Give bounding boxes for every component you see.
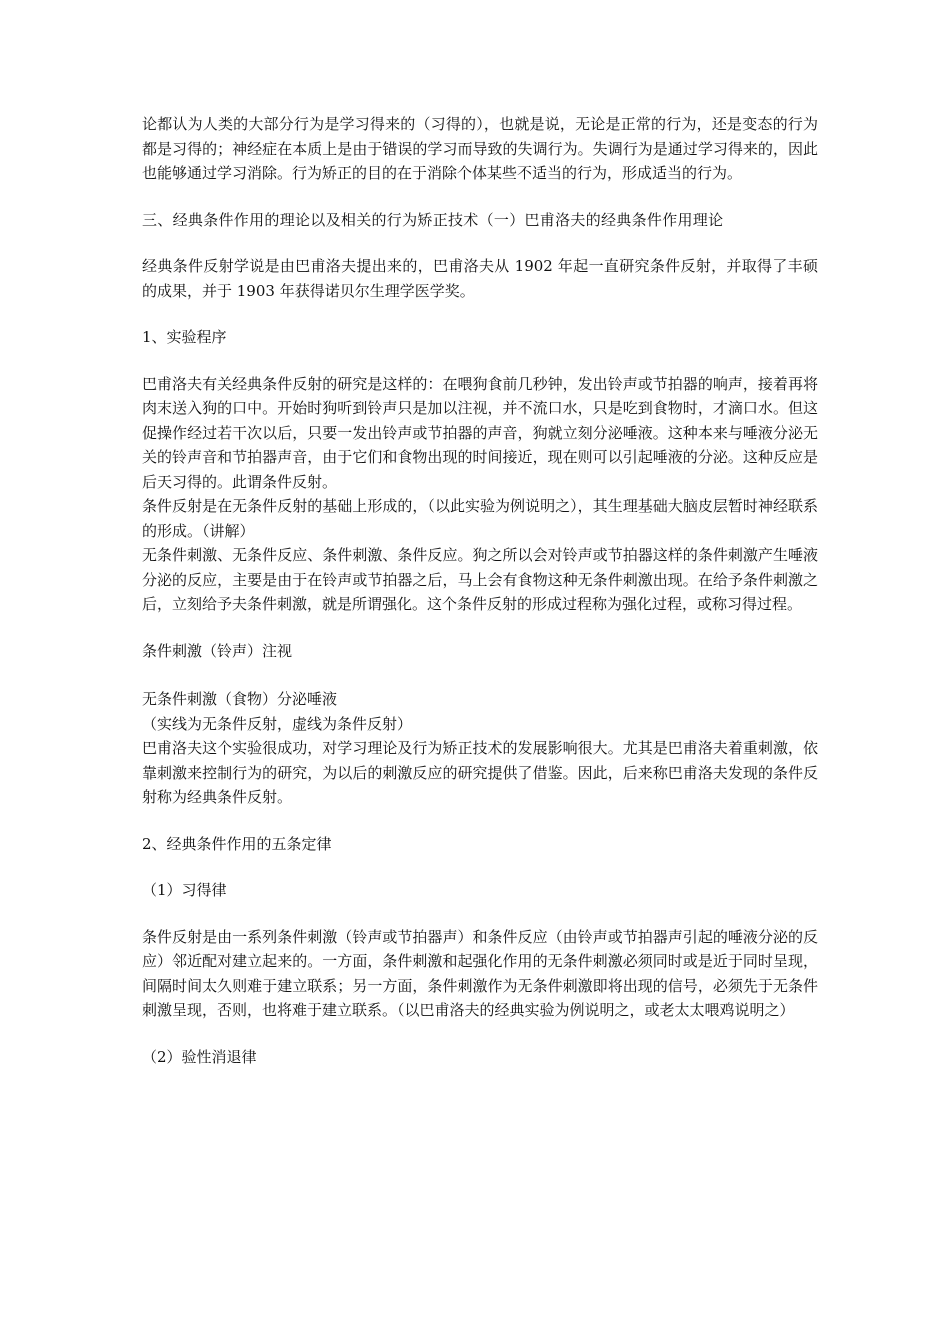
- subheading-acquisition-law: （1）习得律: [142, 881, 227, 899]
- subheading-extinction-law: （2）验性消退律: [142, 1047, 257, 1066]
- paragraph-conditioned-reflex-basis: 条件反射是在无条件反射的基础上形成的，（以此实验为例说明之），其生理基础大脑皮层暂时神经联系的形成。（讲解）: [142, 497, 818, 540]
- diagram-unconditioned-stimulus-label: 无条件刺激（食物）分泌唾液: [142, 690, 338, 708]
- subheading-experiment-procedure: 1、实验程序: [142, 328, 227, 346]
- diagram-legend-note: （实线为无条件反射，虚线为条件反射）: [142, 714, 413, 733]
- subheading-five-laws: 2、经典条件作用的五条定律: [142, 834, 332, 853]
- paragraph-acquisition-law: 条件反射是由一系列条件刺激（铃声或节拍器声）和条件反应（由铃声或节拍器声引起的唾液分泌的反应）邻近配对建立起来的。一方面，条件刺激和起强化作用的无条件刺激必须同时或是近于同时呈现，间隔时间太久则难于建立联系；另一方面，条件刺激作为无条件刺激即将出现的信号，必须先于无条件刺激呈现，否则，也将难于建立联系。（以巴甫洛夫的经典实验为例说明之，或老太太喂鸡说明之）: [142, 927, 818, 1019]
- paragraph-pavlov-intro: 经典条件反射学说是由巴甫洛夫提出来的，巴甫洛夫从 1902 年起一直研究条件反射，并取得了丰硕的成果，并于 1903 年获得诺贝尔生理学医学奖。: [142, 257, 818, 300]
- paragraph-experiment-significance: 巴甫洛夫这个实验很成功，对学习理论及行为矫正技术的发展影响很大。尤其是巴甫洛夫着重刺激，依靠刺激来控制行为的研究，为以后的刺激反应的研究提供了借鉴。因此，后来称巴甫洛夫发现的条件反射称为经典条件反射。: [142, 739, 818, 806]
- diagram-conditioned-stimulus-label: 条件刺激（铃声）注视: [142, 641, 293, 660]
- paragraph-stimulus-response-terms: 无条件刺激、无条件反应、条件刺激、条件反应。狗之所以会对铃声或节拍器这样的条件刺激产生唾液分泌的反应，主要是由于在铃声或节拍器之后，马上会有食物这种无条件刺激出现。在给予条件刺激之后，立刻给予夫条件刺激，就是所谓强化。这个条件反射的形成过程称为强化过程，或称习得过程。: [142, 546, 818, 613]
- paragraph-experiment-description: 巴甫洛夫有关经典条件反射的研究是这样的：在喂狗食前几秒钟，发出铃声或节拍器的响声，接着再将肉末送入狗的口中。开始时狗听到铃声只是加以注视，并不流口水，只是吃到食物时，才滴口水。但这促操作经过若干次以后，只要一发出铃声或节拍器的声音，狗就立刻分泌唾液。这种本来与唾液分泌无关的铃声音和节拍器声音，由于它们和食物出现的时间接近，现在则可以引起唾液的分泌。这种反应是后天习得的。此谓条件反射。: [142, 374, 818, 491]
- paragraph-behavior-learning: 论都认为人类的大部分行为是学习得来的（习得的），也就是说，无论是正常的行为，还是变态的行为都是习得的；神经症在本质上是由于错误的学习而导致的失调行为。失调行为是通过学习得来的，因此也能够通过学习消除。行为矫正的目的在于消除个体某些不适当的行为，形成适当的行为。: [142, 115, 818, 182]
- document-body: [142, 112, 818, 1069]
- section-heading-classical-conditioning: 三、经典条件作用的理论以及相关的行为矫正技术（一）巴甫洛夫的经典条件作用理论: [142, 210, 724, 229]
